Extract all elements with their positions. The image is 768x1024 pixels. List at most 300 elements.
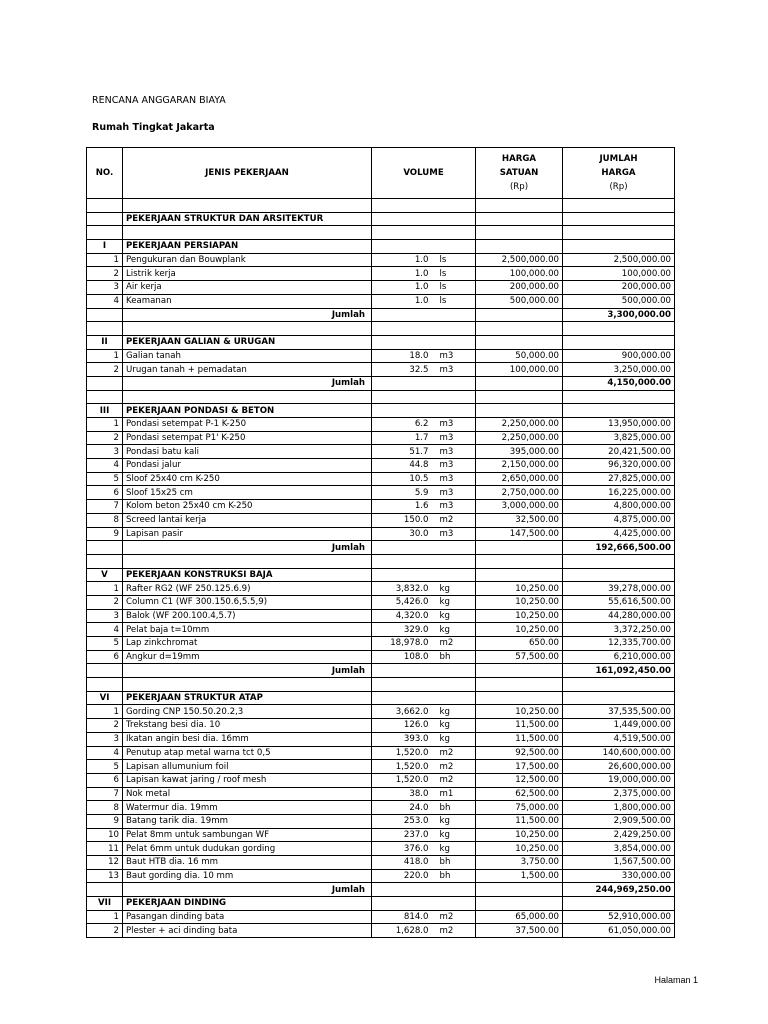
item-number: 5 [87,637,123,651]
header-job: JENIS PEKERJAAN [123,148,372,199]
section-total: 192,666,500.00 [563,541,675,555]
item-unit: m3 [434,363,476,377]
item-total-price: 3,372,250.00 [563,623,675,637]
empty-cell [434,390,476,404]
item-total-price: 330,000.00 [563,869,675,883]
item-name: Lapisan allumunium foil [123,760,372,774]
item-quantity: 237.0 [372,828,434,842]
empty-cell [372,883,434,897]
section-total-row [87,664,675,678]
item-quantity: 393.0 [372,732,434,746]
empty-cell [372,226,434,240]
empty-cell [434,199,476,213]
item-unit: m3 [434,459,476,473]
blank-row [87,199,675,213]
item-number: 1 [87,910,123,924]
item-name: Pondasi jalur [123,459,372,473]
section-total-row [87,376,675,390]
item-quantity: 18.0 [372,349,434,363]
item-number: 10 [87,828,123,842]
item-number: 6 [87,773,123,787]
item-quantity: 44.8 [372,459,434,473]
item-quantity: 4,320.0 [372,609,434,623]
item-number: 3 [87,732,123,746]
item-number: 9 [87,527,123,541]
empty-cell [434,404,476,418]
item-quantity: 1.7 [372,431,434,445]
item-unit-price: 2,150,000.00 [476,459,563,473]
section-total: 161,092,450.00 [563,664,675,678]
item-quantity: 24.0 [372,801,434,815]
item-quantity: 150.0 [372,513,434,527]
item-name: Pondasi batu kali [123,445,372,459]
item-unit-price: 75,000.00 [476,801,563,815]
header-total-line3: (Rp) [609,182,628,192]
jumlah-label: Jumlah [123,308,372,322]
item-name: Rafter RG2 (WF 250.125.6.9) [123,582,372,596]
item-unit: m1 [434,787,476,801]
item-name: Pengukuran dan Bouwplank [123,253,372,267]
item-name: Pelat 8mm untuk sambungan WF [123,828,372,842]
empty-cell [476,212,563,226]
empty-cell [434,883,476,897]
item-name: Plester + aci dinding bata [123,924,372,938]
item-quantity: 108.0 [372,650,434,664]
section-title: PEKERJAAN GALIAN & URUGAN [123,335,372,349]
table-row [87,856,675,870]
empty-cell [372,691,434,705]
item-unit-price: 500,000.00 [476,294,563,308]
main-heading: PEKERJAAN STRUKTUR DAN ARSITEKTUR [123,212,372,226]
item-quantity: 18,978.0 [372,637,434,651]
item-unit-price: 10,250.00 [476,842,563,856]
item-name: Penutup atap metal warna tct 0,5 [123,746,372,760]
item-name: Gording CNP 150.50.20.2,3 [123,705,372,719]
empty-cell [563,212,675,226]
empty-cell [476,240,563,254]
empty-cell [123,678,372,692]
empty-cell [372,335,434,349]
empty-cell [476,678,563,692]
empty-cell [372,308,434,322]
section-heading-row [87,335,675,349]
empty-cell [434,212,476,226]
item-total-price: 2,909,500.00 [563,814,675,828]
empty-cell [563,240,675,254]
item-name: Air kerja [123,281,372,295]
item-unit: ls [434,281,476,295]
empty-cell [372,554,434,568]
item-quantity: 10.5 [372,472,434,486]
item-unit: m3 [434,500,476,514]
item-quantity: 1.0 [372,267,434,281]
section-title: PEKERJAAN DINDING [123,897,372,911]
header-volume: VOLUME [372,148,476,199]
item-unit-price: 11,500.00 [476,814,563,828]
jumlah-label: Jumlah [123,664,372,678]
item-name: Watermur dia. 19mm [123,801,372,815]
item-total-price: 140,600,000.00 [563,746,675,760]
table-row [87,513,675,527]
item-unit: m3 [434,486,476,500]
item-number: 7 [87,787,123,801]
item-quantity: 5,426.0 [372,595,434,609]
header-no: NO. [87,148,123,199]
item-name: Baut gording dia. 10 mm [123,869,372,883]
item-name: Keamanan [123,294,372,308]
item-total-price: 55,616,500.00 [563,595,675,609]
item-name: Pasangan dinding bata [123,910,372,924]
item-quantity: 418.0 [372,856,434,870]
empty-cell [476,376,563,390]
item-unit-price: 57,500.00 [476,650,563,664]
table-row [87,773,675,787]
item-number: 1 [87,582,123,596]
item-number: 1 [87,349,123,363]
item-unit: m2 [434,637,476,651]
section-roman: I [87,240,123,254]
section-roman: II [87,335,123,349]
empty-cell [87,212,123,226]
section-total-row [87,541,675,555]
item-total-price: 4,425,000.00 [563,527,675,541]
table-row [87,746,675,760]
empty-cell [563,199,675,213]
item-name: Baut HTB dia. 16 mm [123,856,372,870]
item-number: 3 [87,445,123,459]
item-number: 2 [87,431,123,445]
cost-table [86,147,675,938]
item-number: 8 [87,513,123,527]
table-row [87,472,675,486]
item-number: 2 [87,924,123,938]
item-unit: m3 [434,527,476,541]
table-row [87,637,675,651]
empty-cell [123,199,372,213]
item-quantity: 376.0 [372,842,434,856]
item-unit-price: 11,500.00 [476,732,563,746]
empty-cell [476,897,563,911]
item-name: Lapisan kawat jaring / roof mesh [123,773,372,787]
empty-cell [563,554,675,568]
section-total: 4,150,000.00 [563,376,675,390]
empty-cell [372,404,434,418]
empty-cell [476,308,563,322]
header-unit-price [476,148,563,199]
item-unit: ls [434,253,476,267]
item-quantity: 329.0 [372,623,434,637]
item-quantity: 1,628.0 [372,924,434,938]
item-quantity: 5.9 [372,486,434,500]
empty-cell [476,199,563,213]
item-number: 6 [87,650,123,664]
empty-cell [87,322,123,336]
item-number: 4 [87,294,123,308]
item-number: 2 [87,363,123,377]
item-unit-price: 650.00 [476,637,563,651]
item-name: Kolom beton 25x40 cm K-250 [123,500,372,514]
table-row [87,828,675,842]
empty-cell [434,541,476,555]
empty-cell [434,308,476,322]
item-total-price: 39,278,000.00 [563,582,675,596]
item-name: Galian tanah [123,349,372,363]
empty-cell [563,678,675,692]
empty-cell [372,541,434,555]
table-row [87,486,675,500]
item-number: 3 [87,281,123,295]
item-number: 4 [87,623,123,637]
item-unit-price: 2,250,000.00 [476,431,563,445]
item-unit-price: 62,500.00 [476,787,563,801]
item-number: 11 [87,842,123,856]
empty-cell [476,390,563,404]
blank-row [87,554,675,568]
table-row [87,705,675,719]
table-row [87,842,675,856]
header-price-line2: SATUAN [499,168,539,178]
item-name: Nok metal [123,787,372,801]
item-name: Pondasi setempat P1' K-250 [123,431,372,445]
document-subtitle: Rumah Tingkat Jakarta [92,122,215,133]
item-quantity: 51.7 [372,445,434,459]
header-total-line2: HARGA [601,168,636,178]
header-total-price [563,148,675,199]
empty-cell [434,335,476,349]
empty-cell [563,335,675,349]
item-unit: bh [434,856,476,870]
item-total-price: 1,800,000.00 [563,801,675,815]
item-unit-price: 10,250.00 [476,582,563,596]
table-row [87,910,675,924]
empty-cell [87,390,123,404]
item-unit-price: 1,500.00 [476,869,563,883]
section-heading-row [87,691,675,705]
item-unit: m3 [434,418,476,432]
item-quantity: 1,520.0 [372,773,434,787]
section-roman: VII [87,897,123,911]
empty-cell [123,554,372,568]
table-row [87,267,675,281]
item-name: Screed lantai kerja [123,513,372,527]
empty-cell [123,390,372,404]
table-row [87,582,675,596]
item-unit: kg [434,623,476,637]
item-name: Listrik kerja [123,267,372,281]
item-number: 13 [87,869,123,883]
section-roman: III [87,404,123,418]
item-unit: kg [434,582,476,596]
item-number: 9 [87,814,123,828]
item-unit: kg [434,595,476,609]
item-quantity: 6.2 [372,418,434,432]
section-total: 3,300,000.00 [563,308,675,322]
item-number: 12 [87,856,123,870]
item-total-price: 19,000,000.00 [563,773,675,787]
section-heading-row [87,568,675,582]
item-unit-price: 92,500.00 [476,746,563,760]
item-unit: ls [434,294,476,308]
empty-cell [476,226,563,240]
item-total-price: 3,854,000.00 [563,842,675,856]
empty-cell [476,322,563,336]
item-name: Pelat baja t=10mm [123,623,372,637]
main-heading-row [87,212,675,226]
empty-cell [563,322,675,336]
empty-cell [563,568,675,582]
table-row [87,801,675,815]
empty-cell [87,199,123,213]
item-unit: kg [434,814,476,828]
item-total-price: 4,519,500.00 [563,732,675,746]
item-number: 7 [87,500,123,514]
item-total-price: 52,910,000.00 [563,910,675,924]
section-heading-row [87,404,675,418]
item-total-price: 1,567,500.00 [563,856,675,870]
section-total: 244,969,250.00 [563,883,675,897]
item-name: Column C1 (WF 300.150.6,5.5,9) [123,595,372,609]
item-unit-price: 395,000.00 [476,445,563,459]
table-row [87,459,675,473]
item-total-price: 1,449,000.00 [563,719,675,733]
table-row [87,595,675,609]
empty-cell [434,664,476,678]
empty-cell [434,568,476,582]
empty-cell [87,664,123,678]
item-quantity: 3,832.0 [372,582,434,596]
jumlah-label: Jumlah [123,883,372,897]
empty-cell [372,678,434,692]
table-row [87,281,675,295]
item-total-price: 61,050,000.00 [563,924,675,938]
section-total-row [87,883,675,897]
item-unit: kg [434,719,476,733]
item-quantity: 32.5 [372,363,434,377]
item-unit: kg [434,705,476,719]
section-title: PEKERJAAN PERSIAPAN [123,240,372,254]
item-number: 6 [87,486,123,500]
item-unit-price: 3,750.00 [476,856,563,870]
table-row [87,650,675,664]
item-quantity: 1.0 [372,253,434,267]
item-unit-price: 65,000.00 [476,910,563,924]
item-total-price: 900,000.00 [563,349,675,363]
item-quantity: 126.0 [372,719,434,733]
item-total-price: 500,000.00 [563,294,675,308]
empty-cell [476,664,563,678]
empty-cell [87,541,123,555]
empty-cell [123,226,372,240]
item-total-price: 3,825,000.00 [563,431,675,445]
empty-cell [434,897,476,911]
item-quantity: 1,520.0 [372,760,434,774]
item-total-price: 2,375,000.00 [563,787,675,801]
item-total-price: 4,800,000.00 [563,500,675,514]
item-unit-price: 10,250.00 [476,609,563,623]
item-unit: m3 [434,349,476,363]
empty-cell [563,390,675,404]
empty-cell [476,883,563,897]
item-unit-price: 17,500.00 [476,760,563,774]
item-name: Pelat 6mm untuk dudukan gording [123,842,372,856]
item-quantity: 1.0 [372,281,434,295]
item-unit-price: 147,500.00 [476,527,563,541]
item-total-price: 2,429,250.00 [563,828,675,842]
jumlah-label: Jumlah [123,376,372,390]
item-quantity: 38.0 [372,787,434,801]
item-total-price: 100,000.00 [563,267,675,281]
item-unit-price: 2,750,000.00 [476,486,563,500]
table-row [87,418,675,432]
empty-cell [434,678,476,692]
item-unit-price: 200,000.00 [476,281,563,295]
table-row [87,445,675,459]
item-unit: m3 [434,445,476,459]
item-unit-price: 100,000.00 [476,363,563,377]
header-total-line1: JUMLAH [599,154,638,164]
page-number: Halaman 1 [654,975,698,985]
table-row [87,609,675,623]
empty-cell [434,226,476,240]
table-row [87,787,675,801]
item-quantity: 814.0 [372,910,434,924]
item-number: 5 [87,472,123,486]
item-quantity: 1.6 [372,500,434,514]
empty-cell [476,541,563,555]
table-row [87,363,675,377]
item-unit: kg [434,732,476,746]
item-name: Angkur d=19mm [123,650,372,664]
empty-cell [434,691,476,705]
jumlah-label: Jumlah [123,541,372,555]
item-unit-price: 12,500.00 [476,773,563,787]
empty-cell [87,883,123,897]
item-unit-price: 37,500.00 [476,924,563,938]
blank-row [87,226,675,240]
item-unit: m2 [434,760,476,774]
empty-cell [434,554,476,568]
item-name: Ikatan angin besi dia. 16mm [123,732,372,746]
item-unit: bh [434,650,476,664]
item-unit-price: 10,250.00 [476,828,563,842]
empty-cell [476,691,563,705]
item-unit: kg [434,828,476,842]
item-unit-price: 2,250,000.00 [476,418,563,432]
table-row [87,527,675,541]
item-unit-price: 10,250.00 [476,705,563,719]
item-number: 1 [87,418,123,432]
item-quantity: 30.0 [372,527,434,541]
item-unit-price: 3,000,000.00 [476,500,563,514]
empty-cell [372,390,434,404]
item-total-price: 2,500,000.00 [563,253,675,267]
item-total-price: 16,225,000.00 [563,486,675,500]
item-number: 2 [87,595,123,609]
section-title: PEKERJAAN STRUKTUR ATAP [123,691,372,705]
item-name: Balok (WF 200.100.4,5.7) [123,609,372,623]
header-price-line3: (Rp) [509,182,529,192]
header-price-line1: HARGA [501,154,537,164]
item-total-price: 6,210,000.00 [563,650,675,664]
item-unit-price: 2,650,000.00 [476,472,563,486]
item-number: 4 [87,459,123,473]
empty-cell [372,240,434,254]
empty-cell [87,678,123,692]
item-unit: m2 [434,910,476,924]
empty-cell [434,376,476,390]
section-roman: V [87,568,123,582]
item-quantity: 3,662.0 [372,705,434,719]
